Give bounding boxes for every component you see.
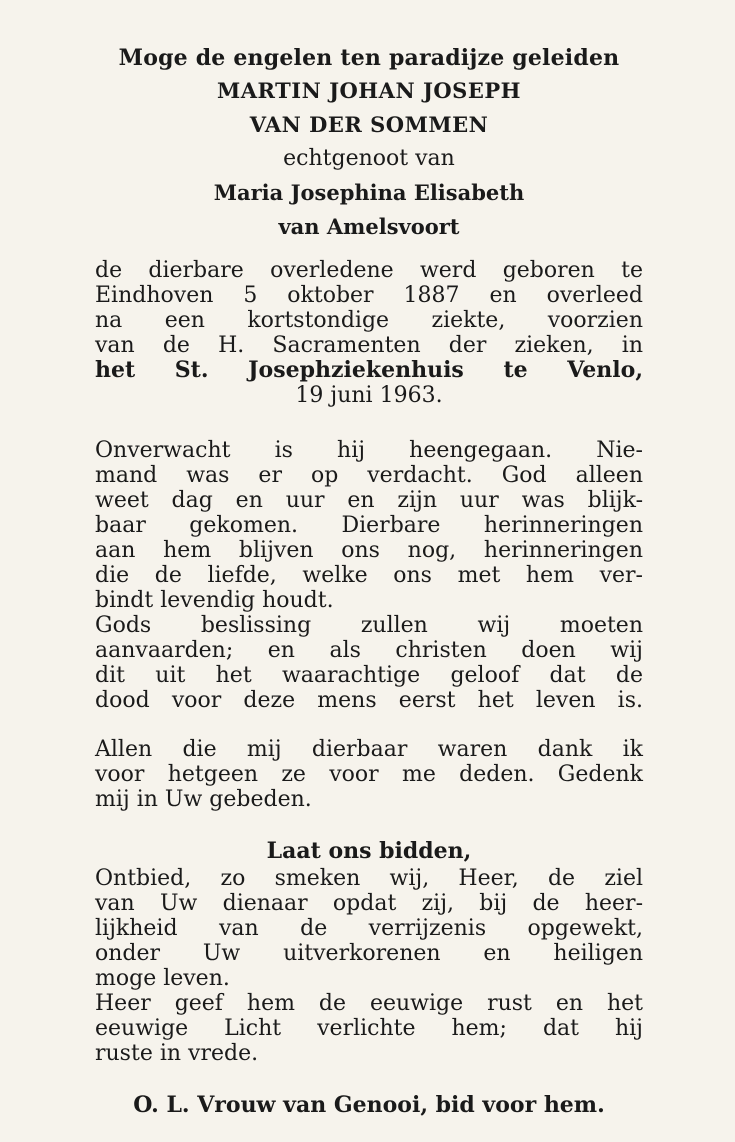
reflection-line: dit uit het waarachtige geloof dat de bbox=[95, 663, 643, 688]
prayer-paragraph bbox=[95, 866, 643, 1066]
reflection-line: weet dag en uur en zijn uur was blijk- bbox=[95, 488, 643, 513]
prayer-line: moge leven. bbox=[95, 966, 230, 991]
gratitude-line: voor hetgeen ze voor me deden. Gedenk bbox=[95, 762, 643, 787]
reflection-line: aan hem blijven ons nog, herinneringen bbox=[95, 538, 643, 563]
biography-line: de dierbare overledene werd geboren te bbox=[95, 258, 643, 283]
death-date: 19 juni 1963. bbox=[295, 383, 443, 408]
gratitude-line: mij in Uw gebeden. bbox=[95, 787, 312, 812]
prayer-line: ruste in vrede. bbox=[95, 1041, 259, 1066]
prayer-line: van Uw dienaar opdat zij, bij de heer- bbox=[95, 891, 643, 916]
reflection-line: Gods beslissing zullen wij moeten bbox=[95, 613, 643, 638]
spouse-name-last: van Amelsvoort bbox=[278, 214, 460, 239]
biography-line: van de H. Sacramenten der zieken, in bbox=[95, 333, 643, 358]
spouse-name-first: Maria Josephina Elisabeth bbox=[213, 180, 525, 205]
opening-line: Moge de engelen ten paradijze geleiden bbox=[118, 45, 620, 71]
reflection-paragraph bbox=[95, 438, 643, 713]
reflection-line: aanvaarden; en als christen doen wij bbox=[95, 638, 643, 663]
reflection-line: mand was er op verdacht. God alleen bbox=[95, 463, 643, 488]
reflection-line: dood voor deze mens eerst het leven is. bbox=[95, 688, 643, 713]
gratitude-line: Allen die mij dierbaar waren dank ik bbox=[95, 737, 643, 762]
deceased-name-first: MARTIN JOHAN JOSEPH bbox=[217, 78, 521, 103]
closing-invocation: O. L. Vrouw van Genooi, bid voor hem. bbox=[133, 1092, 605, 1118]
prayer-line: eeuwige Licht verlichte hem; dat hij bbox=[95, 1016, 643, 1041]
spouse-intro: echtgenoot van bbox=[283, 146, 455, 171]
deceased-name-last: VAN DER SOMMEN bbox=[249, 112, 489, 137]
reflection-line: die de liefde, welke ons met hem ver- bbox=[95, 563, 643, 588]
biography-paragraph bbox=[95, 258, 643, 408]
gratitude-paragraph bbox=[95, 737, 643, 812]
prayer-line: Ontbied, zo smeken wij, Heer, de ziel bbox=[95, 866, 643, 891]
reflection-line: baar gekomen. Dierbare herinneringen bbox=[95, 513, 643, 538]
biography-line: na een kortstondige ziekte, voorzien bbox=[95, 308, 643, 333]
reflection-line: Onverwacht is hij heengegaan. Nie- bbox=[95, 438, 643, 463]
biography-line: het St. Josephziekenhuis te Venlo, bbox=[95, 357, 643, 383]
prayer-line: Heer geef hem de eeuwige rust en het bbox=[95, 991, 643, 1016]
prayer-line: lijkheid van de verrijzenis opgewekt, bbox=[95, 916, 643, 941]
reflection-line: bindt levendig houdt. bbox=[95, 588, 334, 613]
prayer-line: onder Uw uitverkorenen en heiligen bbox=[95, 941, 643, 966]
prayer-title: Laat ons bidden, bbox=[266, 838, 472, 864]
card-content bbox=[95, 42, 643, 1120]
biography-line: Eindhoven 5 oktober 1887 en overleed bbox=[95, 283, 643, 308]
